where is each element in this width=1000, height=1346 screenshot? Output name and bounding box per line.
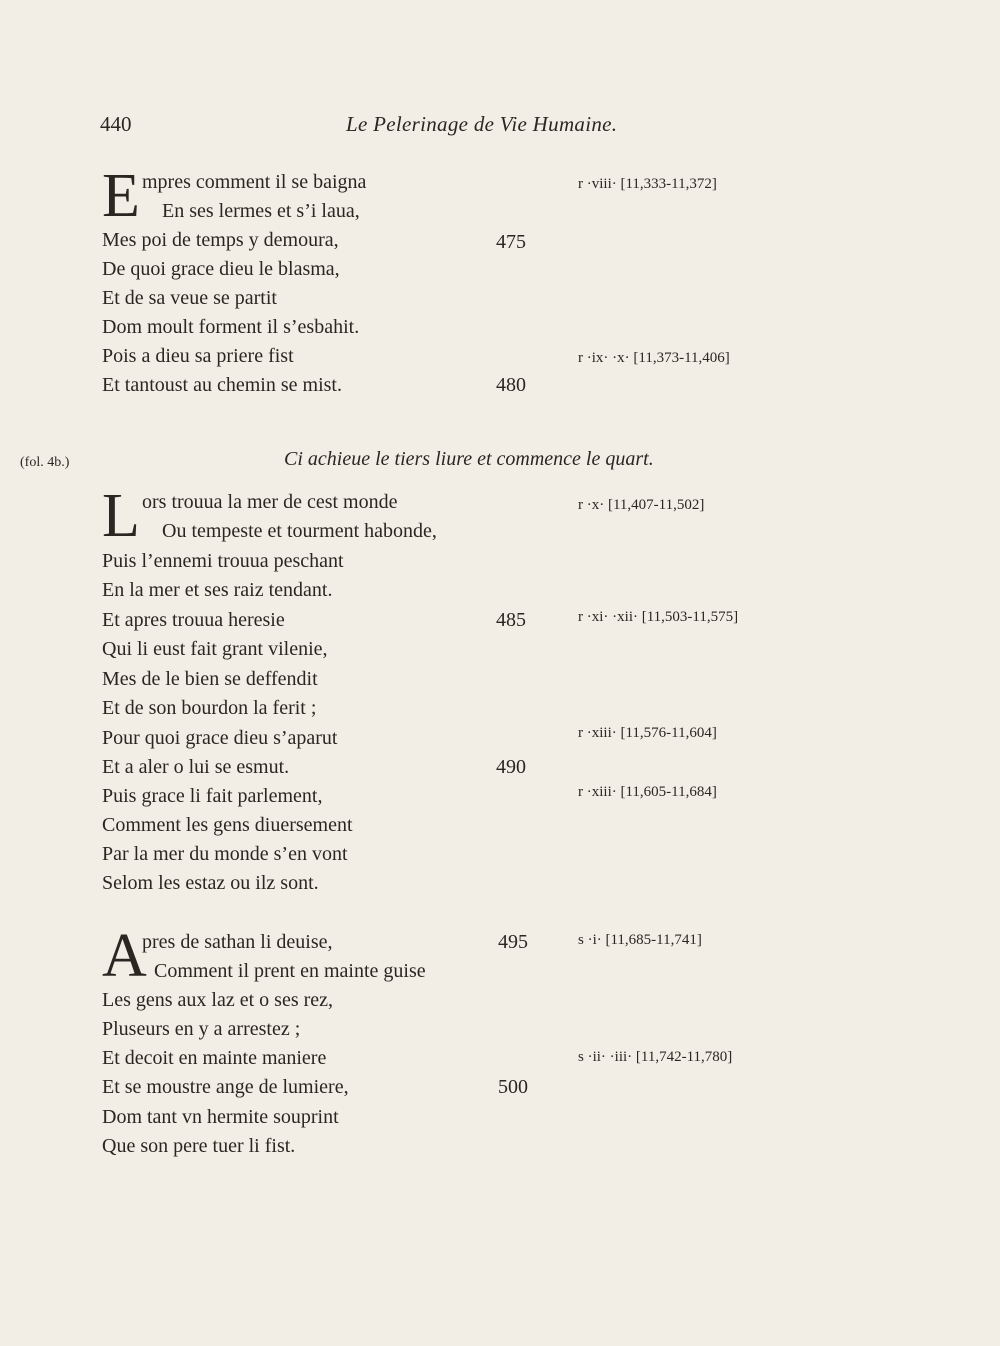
verse-line: Comment il prent en mainte guise <box>154 960 426 982</box>
line-number: 475 <box>496 231 526 253</box>
verse-line: Et tantoust au chemin se mist. <box>102 374 342 396</box>
page-header <box>100 112 700 152</box>
running-title: Le Pelerinage de Vie Humaine. <box>346 112 618 136</box>
reference-note: r ·xi· ·xii· [11,503-11,575] <box>578 609 739 625</box>
verse-line: Mes poi de temps y demoura, <box>102 229 339 251</box>
line-number: 490 <box>496 756 526 778</box>
drop-cap: E <box>102 162 140 230</box>
verse-line: Comment les gens diuersement <box>102 814 353 836</box>
reference-note: r ·viii· [11,333-11,372] <box>578 176 717 192</box>
drop-cap: L <box>102 482 140 550</box>
reference-note: r ·ix· ·x· [11,373-11,406] <box>578 350 730 366</box>
reference-note: r ·x· [11,407-11,502] <box>578 497 705 513</box>
verse-line: Dom moult forment il s’esbahit. <box>102 316 360 338</box>
verse-line: Puis grace li fait parlement, <box>102 785 323 807</box>
drop-cap: A <box>102 922 147 990</box>
folio-note: (fol. 4b.) <box>20 455 70 470</box>
reference-note: r ·xiii· [11,605-11,684] <box>578 784 717 800</box>
verse-line: En la mer et ses raiz tendant. <box>102 579 333 601</box>
verse-line: Qui li eust fait grant vilenie, <box>102 638 328 660</box>
reference-note: s ·i· [11,685-11,741] <box>578 932 702 948</box>
verse-line: Et decoit en mainte maniere <box>102 1047 327 1069</box>
verse-line: Mes de le bien se deffendit <box>102 668 318 690</box>
verse-line: Ou tempeste et tourment habonde, <box>162 520 437 542</box>
verse-line: pres de sathan li deuise, <box>142 931 333 953</box>
verse-line: En ses lermes et s’i laua, <box>162 200 360 222</box>
verse-line: Et de son bourdon la ferit ; <box>102 697 317 719</box>
verse-line: Et a aler o lui se esmut. <box>102 756 290 778</box>
verse-line: Pois a dieu sa priere fist <box>102 345 294 367</box>
verse-line: Pluseurs en y a arrestez ; <box>102 1018 301 1040</box>
rubric: Ci achieue le tiers liure et commence le quart. <box>284 448 654 470</box>
verse-line: mpres comment il se baigna <box>142 171 367 193</box>
verse-line: De quoi grace dieu le blasma, <box>102 258 340 280</box>
page-number: 440 <box>100 112 132 136</box>
line-number: 500 <box>498 1076 528 1098</box>
verse-line: Et de sa veue se partit <box>102 287 277 309</box>
line-number: 480 <box>496 374 526 396</box>
verse-line: Dom tant vn hermite souprint <box>102 1106 339 1128</box>
verse-line: Les gens aux laz et o ses rez, <box>102 989 334 1011</box>
verse-line: Puis l’ennemi trouua peschant <box>102 550 344 572</box>
line-number: 485 <box>496 609 526 631</box>
verse-line: Pour quoi grace dieu s’aparut <box>102 727 338 749</box>
reference-note: s ·ii· ·iii· [11,742-11,780] <box>578 1049 733 1065</box>
verse-line: ors trouua la mer de cest monde <box>142 491 398 513</box>
reference-note: r ·xiii· [11,576-11,604] <box>578 725 717 741</box>
verse-line: Selom les estaz ou ilz sont. <box>102 872 319 894</box>
line-number: 495 <box>498 931 528 953</box>
verse-line: Par la mer du monde s’en vont <box>102 843 348 865</box>
verse-line: Que son pere tuer li fist. <box>102 1135 296 1157</box>
verse-line: Et apres trouua heresie <box>102 609 285 631</box>
verse-line: Et se moustre ange de lumiere, <box>102 1076 349 1098</box>
